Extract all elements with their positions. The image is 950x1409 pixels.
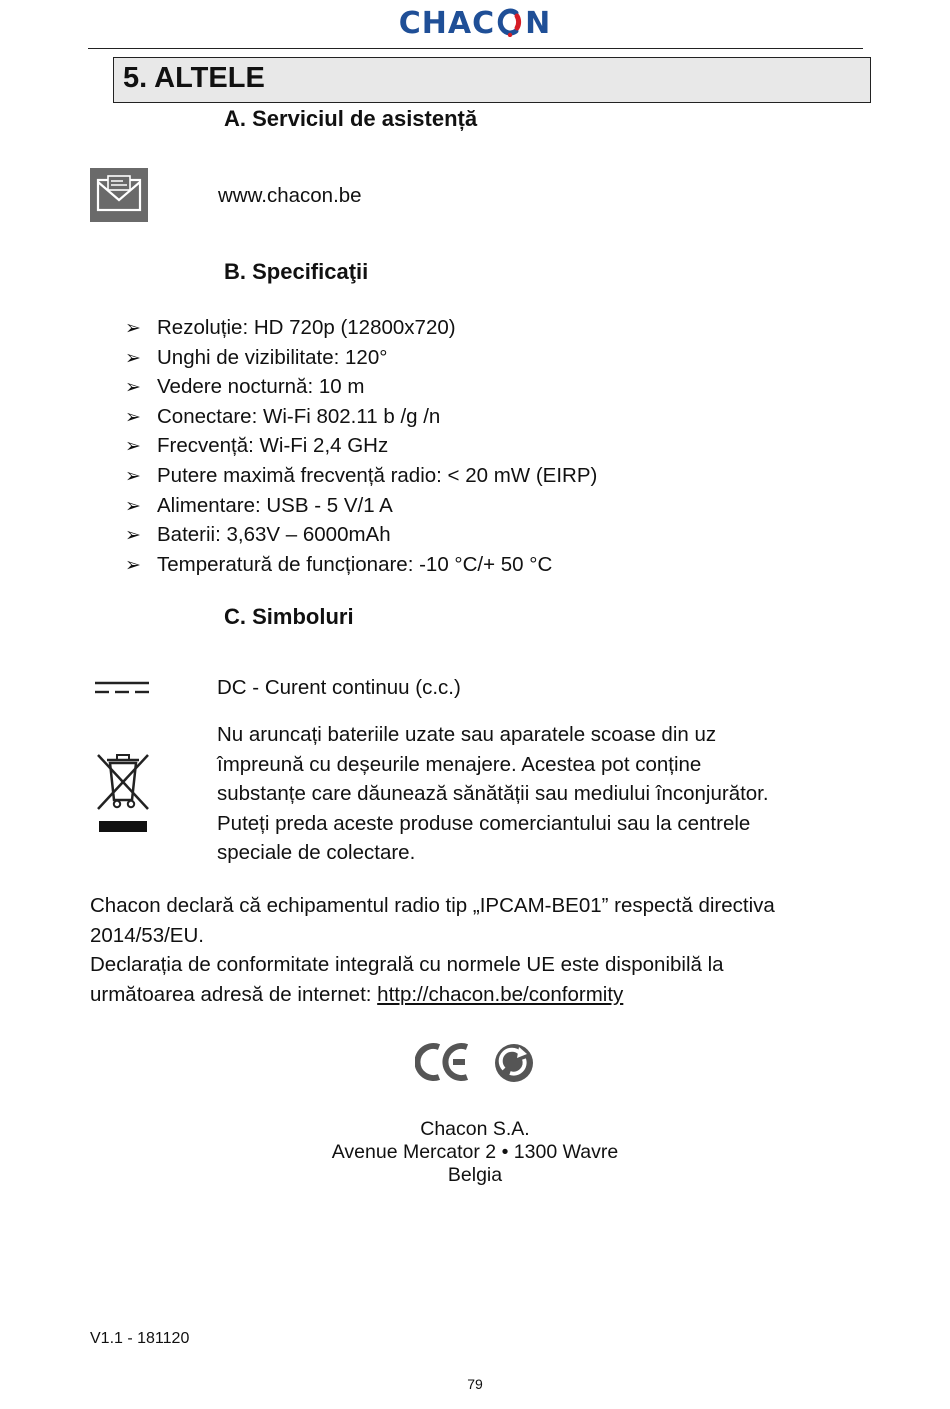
support-website[interactable]: www.chacon.be [218, 184, 362, 207]
weee-line: speciale de colectare. [217, 841, 416, 865]
spec-item: ➢ Putere maximă frecvență radio: < 20 mW (EIRP) [125, 461, 597, 491]
company-street: Avenue Mercator 2 • 1300 Wavre [331, 1141, 619, 1163]
weee-notice [217, 720, 840, 868]
weee-line: substanțe care dăunează sănătății sau mediului înconjurător. [217, 782, 769, 806]
weee-line: Nu aruncați bateriile uzate sau aparatele scoase din uz [217, 723, 717, 746]
spec-item: ➢ Rezoluție: HD 720p (12800x720) [125, 313, 597, 343]
spec-item: ➢ Unghi de vizibilitate: 120° [125, 343, 597, 373]
arrow-bullet-icon: ➢ [125, 347, 141, 369]
spec-item: ➢ Temperatură de funcționare: -10 °C/+ 50 °C [125, 550, 597, 580]
arrow-bullet-icon: ➢ [125, 436, 141, 458]
declaration [90, 891, 860, 1009]
arrow-bullet-icon: ➢ [125, 318, 141, 339]
chacon-logo [0, 6, 950, 41]
weee-line: Puteți preda aceste produse comerciantului sau la centrele [217, 811, 751, 835]
header-rule [88, 48, 863, 49]
spec-item: ➢ Conectare: Wi-Fi 802.11 b /g /n [125, 402, 597, 432]
spec-item: ➢ Frecvență: Wi-Fi 2,4 GHz [125, 431, 597, 461]
spec-item: ➢ Alimentare: USB - 5 V/1 A [125, 491, 597, 521]
declaration-line: Declarația de conformitate integrală cu normele UE este disponibilă la [90, 953, 724, 977]
declaration-line: 2014/53/EU. [90, 923, 204, 947]
arrow-bullet-icon: ➢ [125, 554, 141, 576]
support-heading: A. Serviciul de asistență [224, 106, 478, 131]
symbols-heading: C. Simboluri [224, 604, 354, 629]
spec-item: ➢ Vedere nocturnă: 10 m [125, 372, 597, 402]
arrow-bullet-icon: ➢ [125, 525, 141, 547]
page-number: 79 [467, 1376, 483, 1392]
weee-line: împreună cu deșeurile menajere. Acestea pot conține [217, 752, 702, 776]
company-name: Chacon S.A. [420, 1118, 530, 1140]
arrow-bullet-icon: ➢ [125, 465, 141, 487]
ce-mark-icon [415, 1042, 471, 1082]
mail-icon [90, 168, 148, 222]
logo-text-end: N [525, 6, 552, 41]
crossed-bin-icon [95, 752, 151, 834]
declaration-line: următoarea adresă de internet: http://chacon.be/conformity [90, 982, 624, 1006]
recycle-icon [493, 1042, 535, 1084]
document-version: V1.1 - 181120 [90, 1330, 190, 1347]
logo-text-start: CHAC [398, 6, 496, 41]
conformity-link[interactable]: http://chacon.be/conformity [377, 982, 624, 1006]
dc-text: DC - Curent continuu (c.c.) [217, 676, 461, 699]
arrow-bullet-icon: ➢ [125, 377, 141, 399]
arrow-bullet-icon: ➢ [125, 495, 141, 517]
company-country: Belgia [447, 1164, 503, 1186]
specs-heading: B. Specificaţii [224, 259, 369, 284]
declaration-line: Chacon declară că echipamentul radio tip „IPCAM-BE01” respectă directiva [90, 894, 775, 917]
arrow-bullet-icon: ➢ [125, 406, 141, 428]
specs-list [125, 313, 597, 579]
dc-current-icon [95, 680, 149, 696]
section-title: 5. ALTELE [123, 62, 265, 94]
spec-item: ➢ Baterii: 3,63V – 6000mAh [125, 520, 597, 550]
logo-o-icon [496, 7, 524, 37]
